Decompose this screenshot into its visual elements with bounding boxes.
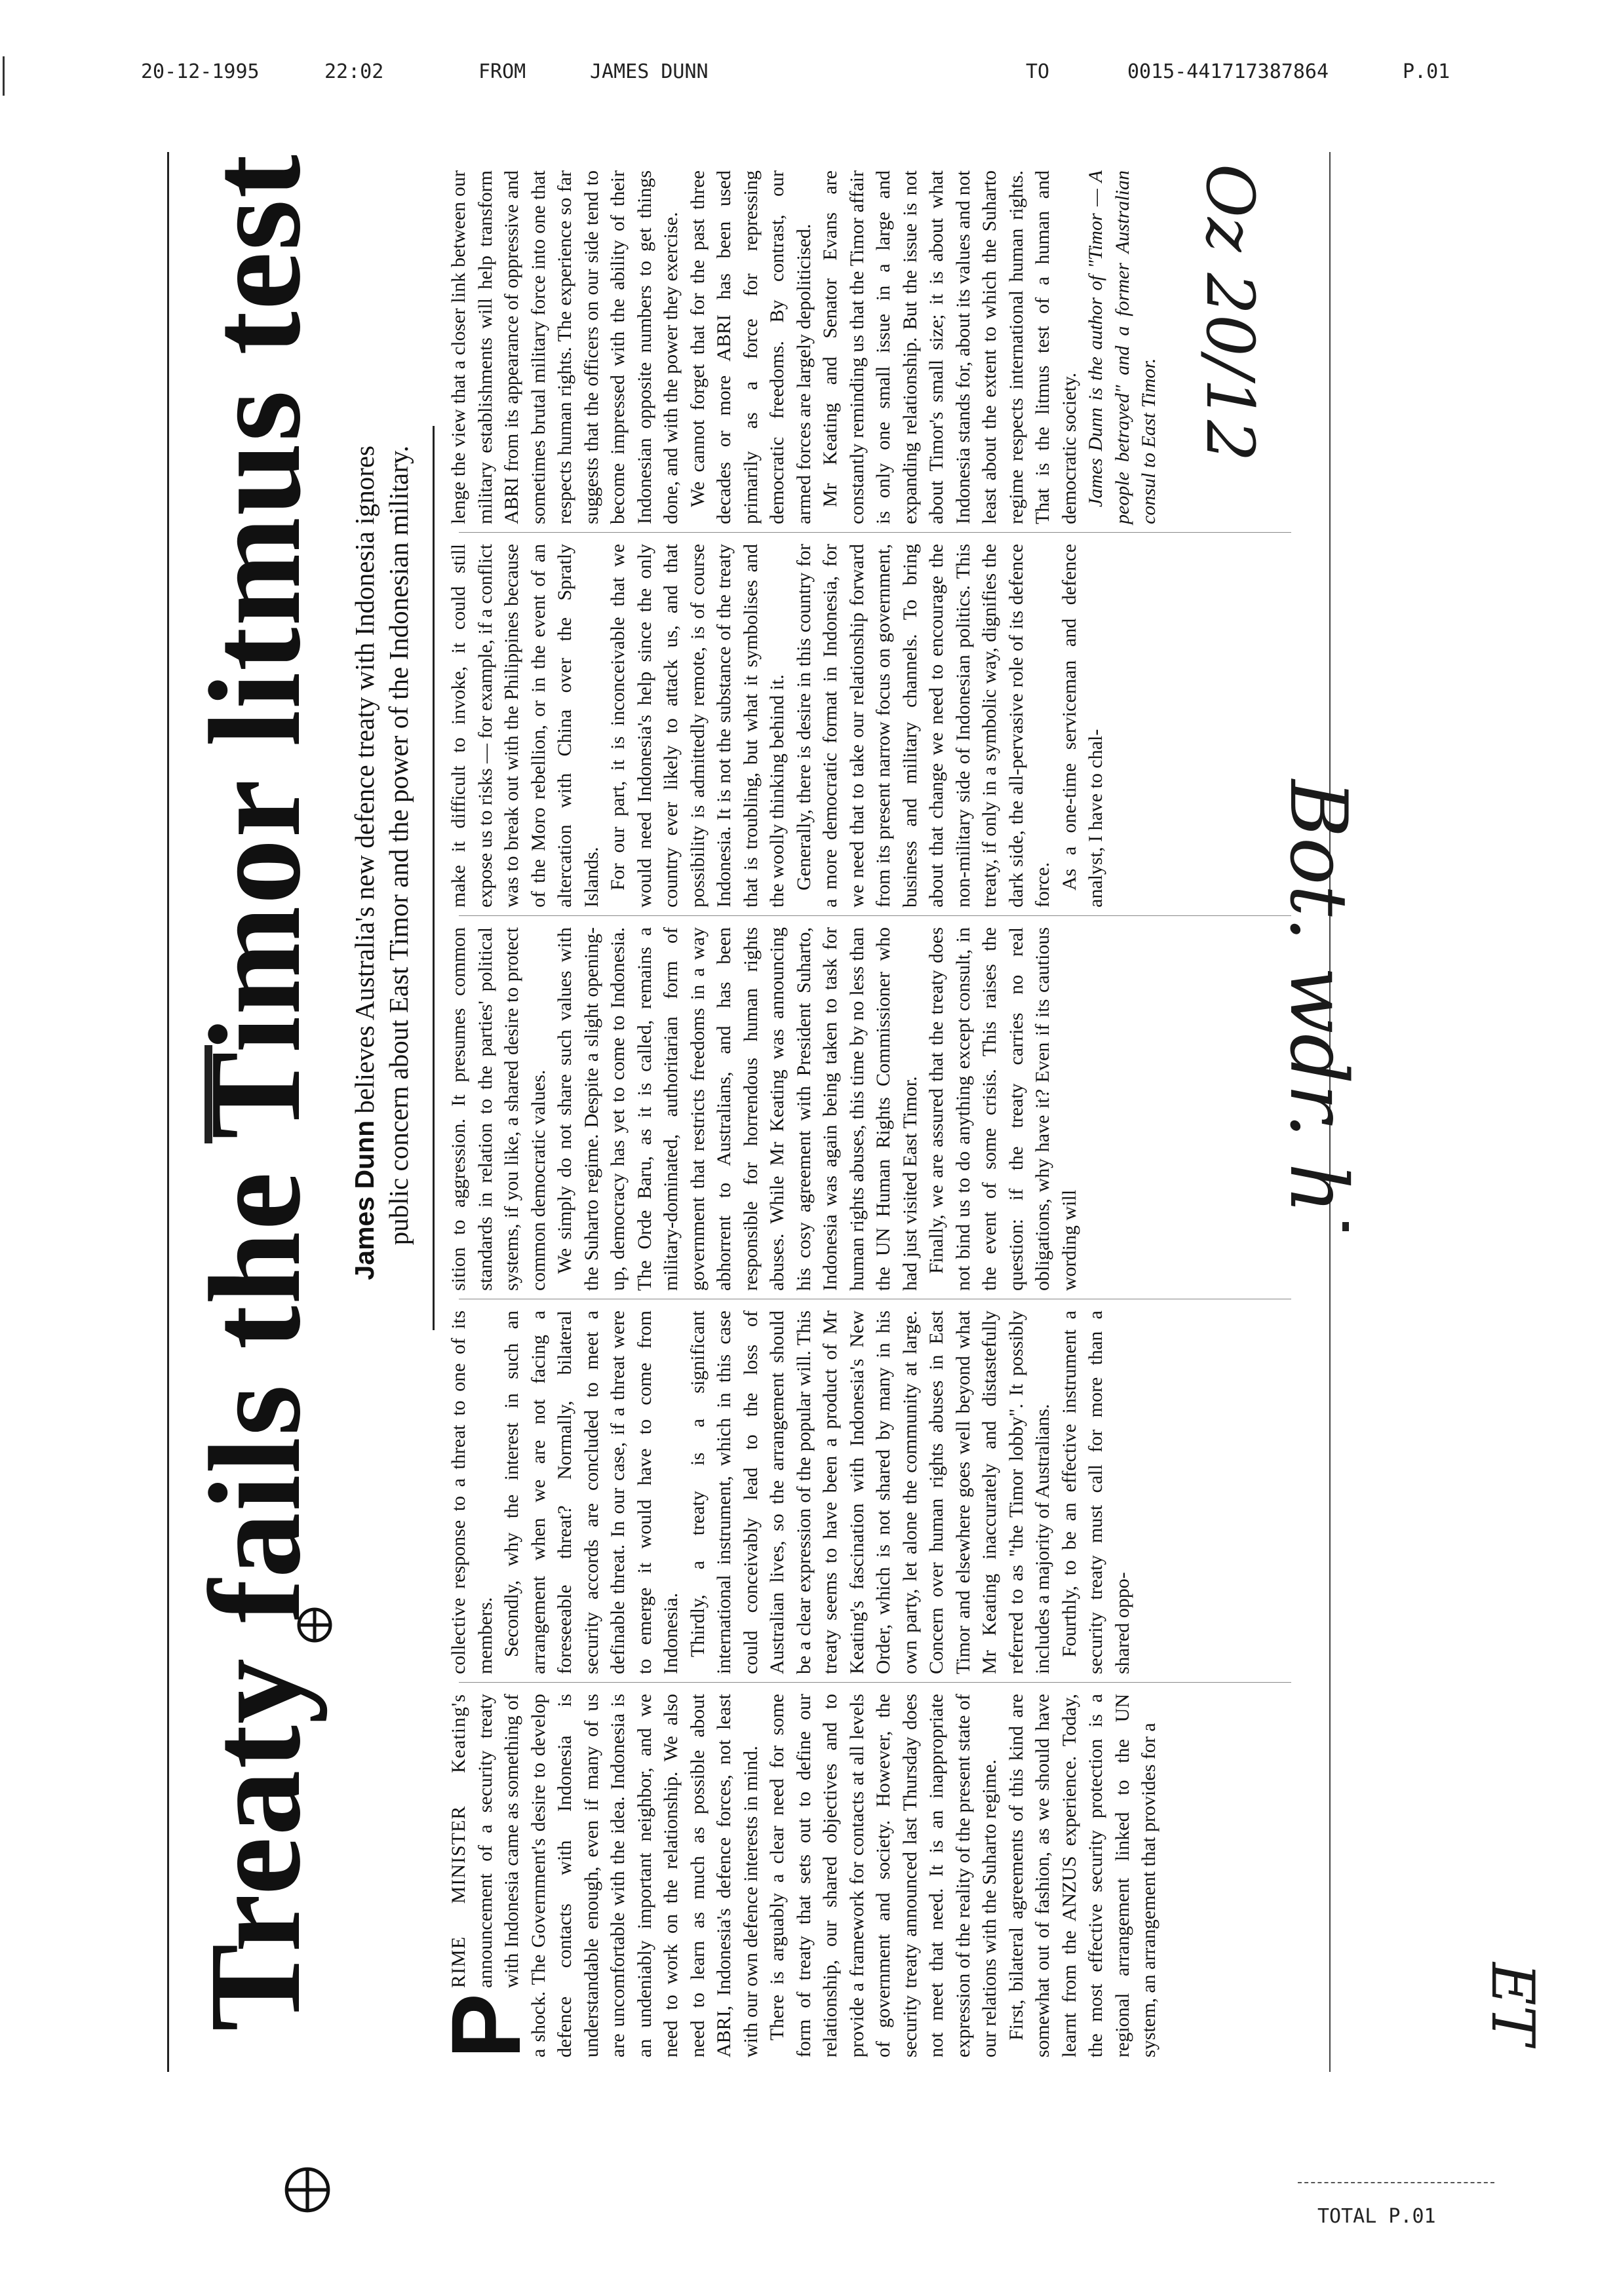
article-standfirst	[347, 446, 416, 1317]
fax-time: 22:02	[324, 60, 384, 83]
article-paragraph: sition to aggression. It presumes common standards in relation to the parties' political systems, if you like, a shared desire to protect common democratic values.	[448, 927, 549, 1291]
article-paragraph: We simply do not share such values with the Suharto regime. Despite a slight opening-up, democracy has yet to come to Indonesia. The Orde Baru, as it is called, remains a military-dominated, authoritarian form of government that restricts freedoms in a way abhorrent to Australians, and has been responsible for horrendous human rights abuses. While Mr Keating was announcing his cosy agreement with President Suharto, Indonesia was again being taken to task for human rights abuses, this time by no less than the UN Human Rights Commissioner who had just visited East Timor.	[554, 927, 921, 1291]
registration-mark-icon	[283, 2166, 332, 2214]
article-column-4	[446, 544, 1304, 908]
fax-date: 20-12-1995	[141, 60, 260, 83]
article-paragraph: Fourthly, to be an effective instrument a security treaty must call for more than a shared oppo-	[1058, 1311, 1133, 1674]
article-byline: James Dunn	[349, 1120, 379, 1280]
column-rule	[459, 532, 1291, 533]
article-columns	[431, 157, 1311, 2071]
article-paragraph: Mr Keating and Senator Evans are constantly reminding us that the Timor affair is only one small issue in a large and expanding relationship. But the issue is not about Timor's small size; it is about what Indonesia stands for, about its values and not least about the extent to which the Suharto regime respects international human rights. That is the litmus test of a human and democratic society.	[819, 170, 1080, 524]
article-paragraph: Secondly, why the interest in such an arrangement when we are not facing a foreseeable threat? Normally, bilateral security accords are concluded to meet a definable threat. In our case, if a threat were to emerge it would have to come from Indonesia.	[501, 1311, 682, 1674]
article-paragraph: As a one-time serviceman and defence analyst, I have to chal-	[1058, 544, 1106, 908]
article-paragraph: First, bilateral agreements of this kind are somewhat out of fashion, as we should have learnt from the ANZUS experience. Today, the most effective security protection is a regional arrangement linked to the UN system, an arrangement that provides for a	[1005, 1694, 1159, 2057]
fax-to-label: TO	[1026, 60, 1050, 83]
article-paragraph: make it difficult to invoke, it could still expose us to risks — for example, if a conflict was to break out with the Philippines because of the Moro rebellion, or in the event of an altercation with China over the Spratly Islands.	[448, 544, 602, 908]
article-paragraph: Generally, there is desire in this country for a more democratic format in Indonesia, for we need that to take our relationship forward from its present narrow focus on government, business and military channels. To bring about that change we need to encourage the non-military side of Indonesian politics. This treaty, if only in a symbolic way, dignifies the dark side, the all-pervasive role of its defence force.	[792, 544, 1053, 908]
article-dropcap: P	[431, 1993, 541, 2059]
article-paragraph: collective response to a threat to one of its members.	[448, 1311, 496, 1674]
article-column-3	[446, 927, 1304, 1291]
article-paragraph: Finally, we are assured that the treaty does not bind us to do anything except consult, in the event of some crisis. This raises the question: if the treaty carries no real obligations, why have it? Even if its cautious wording will	[925, 927, 1080, 1291]
registration-mark-icon	[296, 1607, 333, 1643]
article-column-5	[446, 170, 1304, 524]
article-paragraph: lenge the view that a closer link between our military establishments will help transform ABRI from its appearance of oppressive and sometimes brutal military force into one that respects human rights. The experience so far suggests that the officers on our side tend to become impressed with the ability of their Indonesian opposite numbers to get things done, and with the power they exercise.	[448, 170, 682, 524]
article-lead-words: RIME MINISTER Keating's	[448, 1694, 469, 1988]
article-lead-paragraph	[431, 1694, 764, 2059]
fax-from-label: FROM	[478, 60, 526, 83]
article-column-1	[431, 1694, 1304, 2059]
fax-to-number: 0015-441717387864	[1127, 60, 1329, 83]
handwritten-et-note: ET	[1478, 1962, 1547, 2045]
column-rule	[459, 915, 1291, 916]
article-headline: Treaty fails the Timor litmus test	[183, 153, 328, 2031]
article-paragraph: Thirdly, a treaty is a significant international instrument, which in this case could conceivably lead to the loss of Australian lives, so the arrangement should be a clear expression of the popular will. This treaty seems to have been a product of Mr Keating's fascination with Indonesia's New Order, which is not shared by many in his own party, let alone the community at large. Concern over human rights abuses in East Timor and elsewhere goes well beyond what Mr Keating inaccurately and distastefully referred to as "the Timor lobby". It possibly includes a majority of Australians.	[686, 1311, 1053, 1674]
fax-header	[0, 60, 1615, 100]
standfirst-rule	[433, 426, 435, 1330]
footer-rule	[1298, 2182, 1494, 2183]
column-rule	[459, 1682, 1291, 1683]
handwritten-date-note: Oz 20/12	[1192, 164, 1268, 462]
article-paragraph: There is arguably a clear need for some form of treaty that sets out to define our relationship, our shared objectives and to provide a framework for contacts at all levels of government and society. However, the security treaty announced last Thursday does not meet that need. It is an inappropriate expression of the reality of the present state of our relations with the Suharto regime.	[766, 1694, 1000, 2057]
article-paragraph: For our part, it is inconceivable that we would need Indonesia's help since the only country ever likely to attack us, and that possibility is admittedly remote, is of course Indonesia. It is not the substance of the treaty that is troubling, but what it symbolises and the woolly thinking behind it.	[607, 544, 788, 908]
author-bio: James Dunn is the author of "Timor — A people betrayed" and a former Australian consul to East Timor.	[1085, 170, 1159, 524]
article-paragraph: We cannot forget that for the past three decades or more ABRI has been used primarily as a force for repressing democratic freedoms. By contrast, our armed forces are largely depoliticised.	[686, 170, 815, 524]
newspaper-clipping	[170, 153, 1324, 2071]
fax-total-pages: TOTAL P.01	[1317, 2205, 1436, 2228]
handwritten-margin-note: Bot. wdr. h	[1272, 780, 1363, 1214]
article-standfirst-text: believes Australia's new defence treaty with Indonesia ignores public concern about East Timor and the power of the Indonesian military.	[349, 446, 414, 1246]
article-column-2	[446, 1311, 1304, 1674]
scan-speck	[1342, 1222, 1349, 1231]
article-paragraph: announcement of a security treaty with Indonesia came as something of a shock. The Government's desire to develop defence contacts with Indonesia is understandable enough, even if many of us are uncomfortable with the idea. Indonesia is an undeniably important neighbor, and we need to work on the relationship. We also need to learn as much as possible about ABRI, Indonesia's defence forces, not least with our own defence interests in mind.	[474, 1694, 762, 2057]
fax-from: JAMES DUNN	[590, 60, 709, 83]
fax-page-number: P.01	[1403, 60, 1450, 83]
